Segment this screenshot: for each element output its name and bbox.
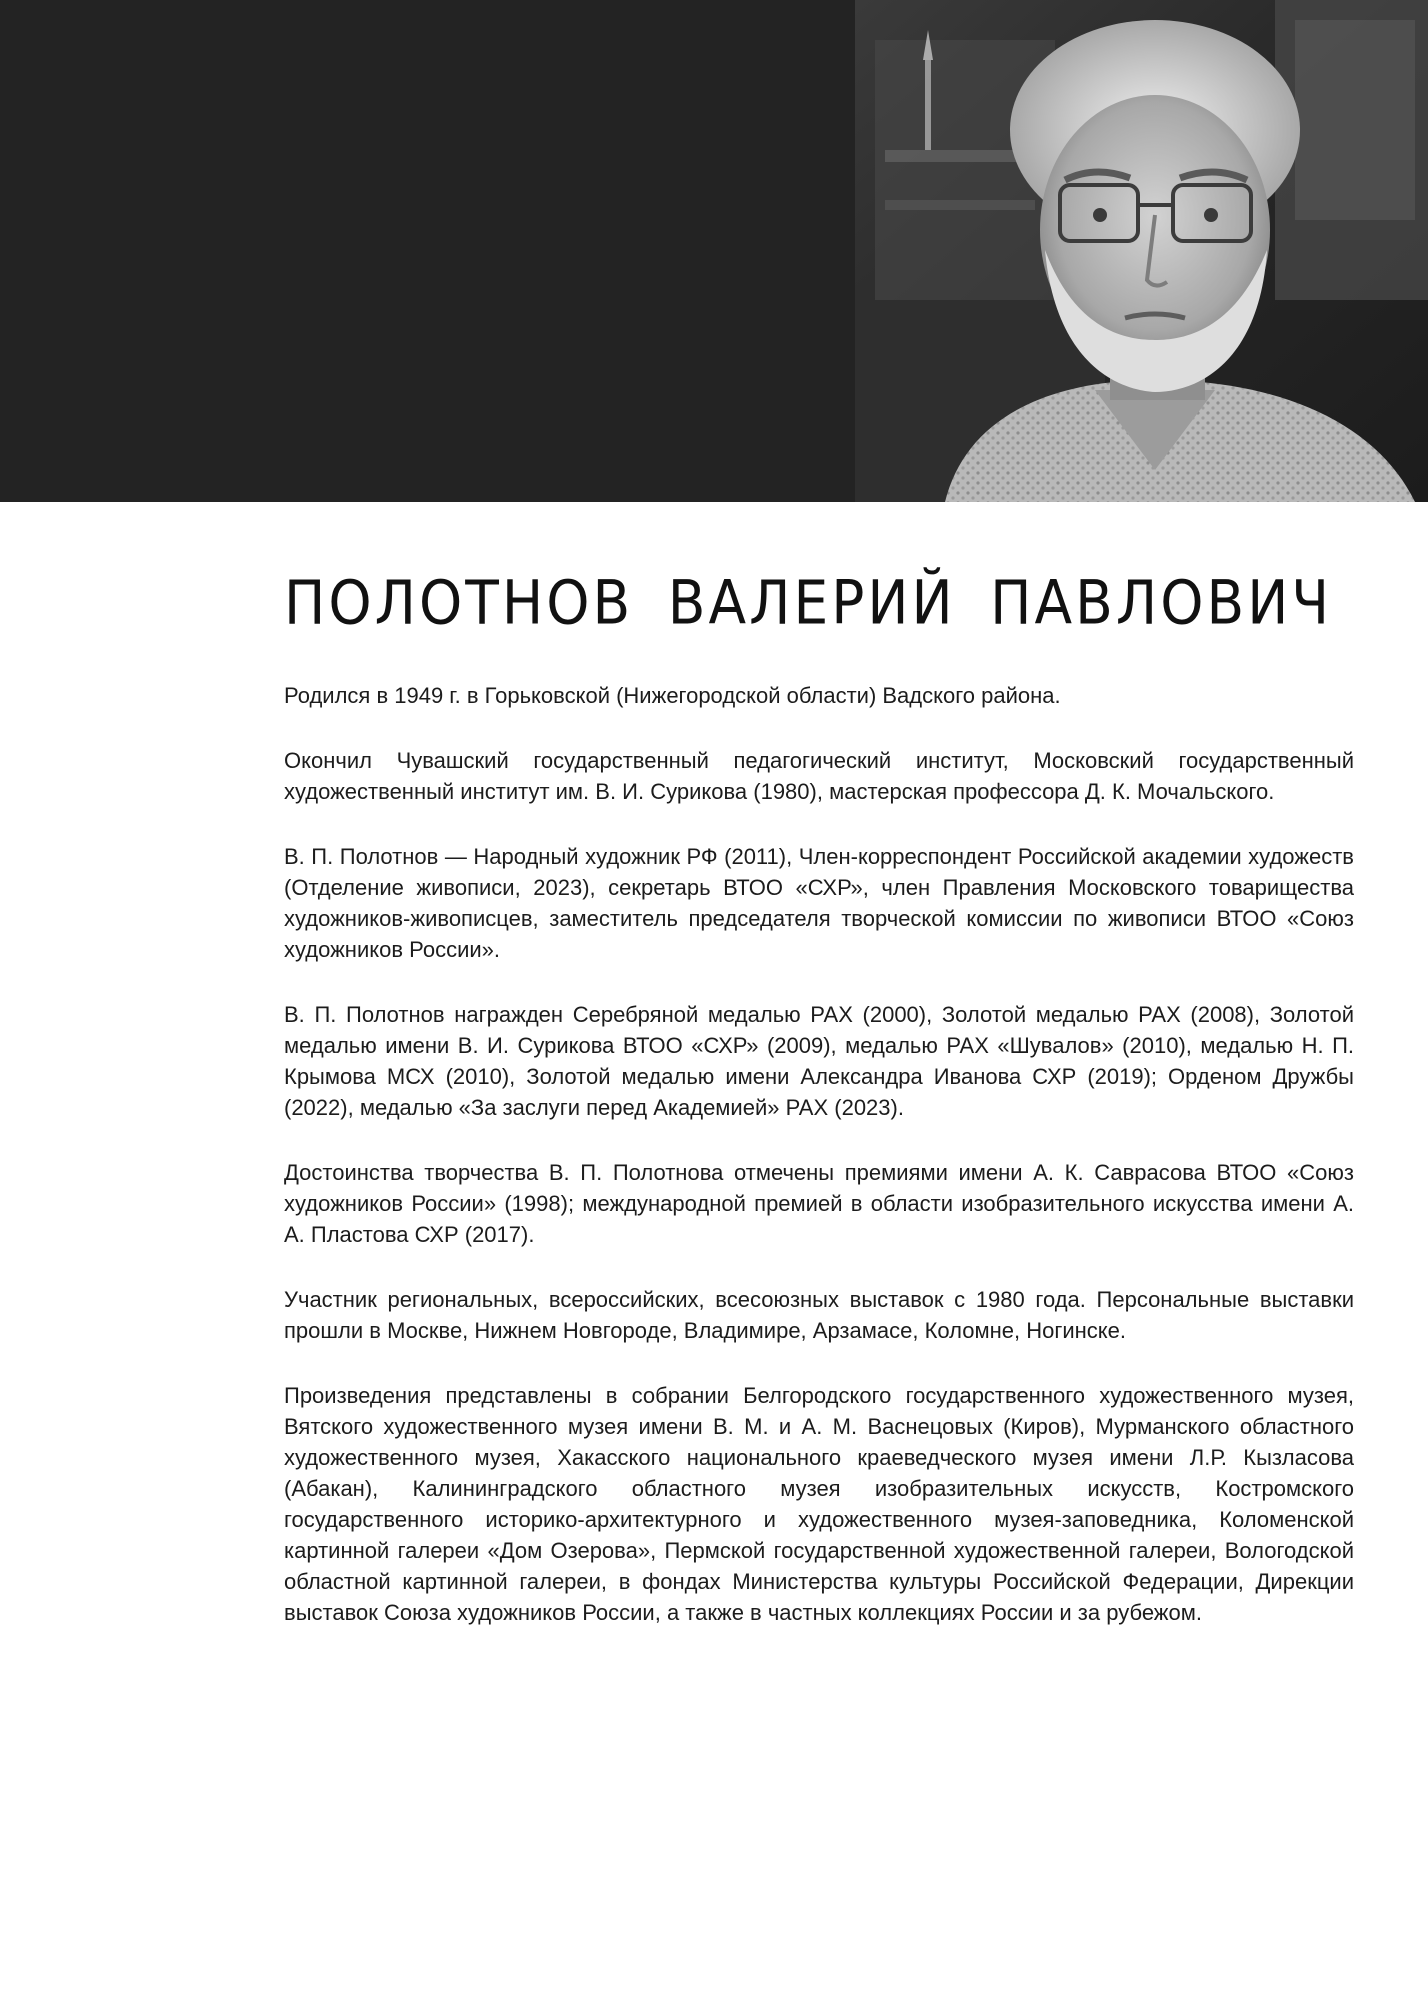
bio-paragraph-birth: Родился в 1949 г. в Горьковской (Нижегородской области) Вадского района. <box>284 683 1061 708</box>
bio-paragraph-prizes: Достоинства творчества В. П. Полотнова отмечены премиями имени А. К. Саврасова ВТОО «Союз художников России» (1998); международной премией в области изобразительного искусства имени А. А. Пластова СХР (2017). <box>284 1160 1354 1247</box>
bio-paragraph-collections: Произведения представлены в собрании Белгородского государственного художественного музея, Вятского художественного музея имени В. М. и А. М. Васнецовых (Киров), Мурманского областного художественного музея, Хакасского национального краеведческого музея имени Л.Р. Кызласова (Абакан), Калининградского областного музея изобразительных искусств, Костромского государственного историко-архитектурного и художественного музея-заповедника, Коломенской картинной галереи «Дом Озерова», Пермской государственной художественной галереи, Вологодской областной картинной галереи, в фондах Министерства культуры Российской Федерации, Дирекции выставок Союза художников России, а также в частных коллекциях России и за рубежом. <box>284 1383 1354 1625</box>
biography <box>284 680 1354 1662</box>
bio-paragraph-exhibitions: Участник региональных, всероссийских, всесоюзных выставок с 1980 года. Персональные выставки прошли в Москве, Нижнем Новгороде, Владимире, Арзамасе, Коломне, Ногинске. <box>284 1287 1354 1343</box>
artist-name-heading: ПОЛОТНОВ ВАЛЕРИЙ ПАВЛОВИЧ <box>284 567 1333 638</box>
bio-paragraph-awards: В. П. Полотнов награжден Серебряной медалью РАХ (2000), Золотой медалью РАХ (2008), Золотой медалью имени В. И. Сурикова ВТОО «СХР» (2009), медалью РАХ «Шувалов» (2010), медалью Н. П. Крымова МСХ (2010), Золотой медалью имени Александра Иванова СХР (2019); Орденом Дружбы (2022), медалью «За заслуги перед Академией» РАХ (2023). <box>284 1002 1354 1120</box>
bio-paragraph-education: Окончил Чувашский государственный педагогический институт, Московский государственный художественный институт им. В. И. Сурикова (1980), мастерская профессора Д. К. Мочальского. <box>284 748 1354 804</box>
bio-paragraph-titles: В. П. Полотнов — Народный художник РФ (2011), Член-корреспондент Российской академии художеств (Отделение живописи, 2023), секретарь ВТОО «СХР», член Правления Московского товарищества художников-живописцев, заместитель председателя творческой комиссии по живописи ВТОО «Союз художников России». <box>284 844 1354 962</box>
artist-portrait-photo <box>855 0 1428 502</box>
